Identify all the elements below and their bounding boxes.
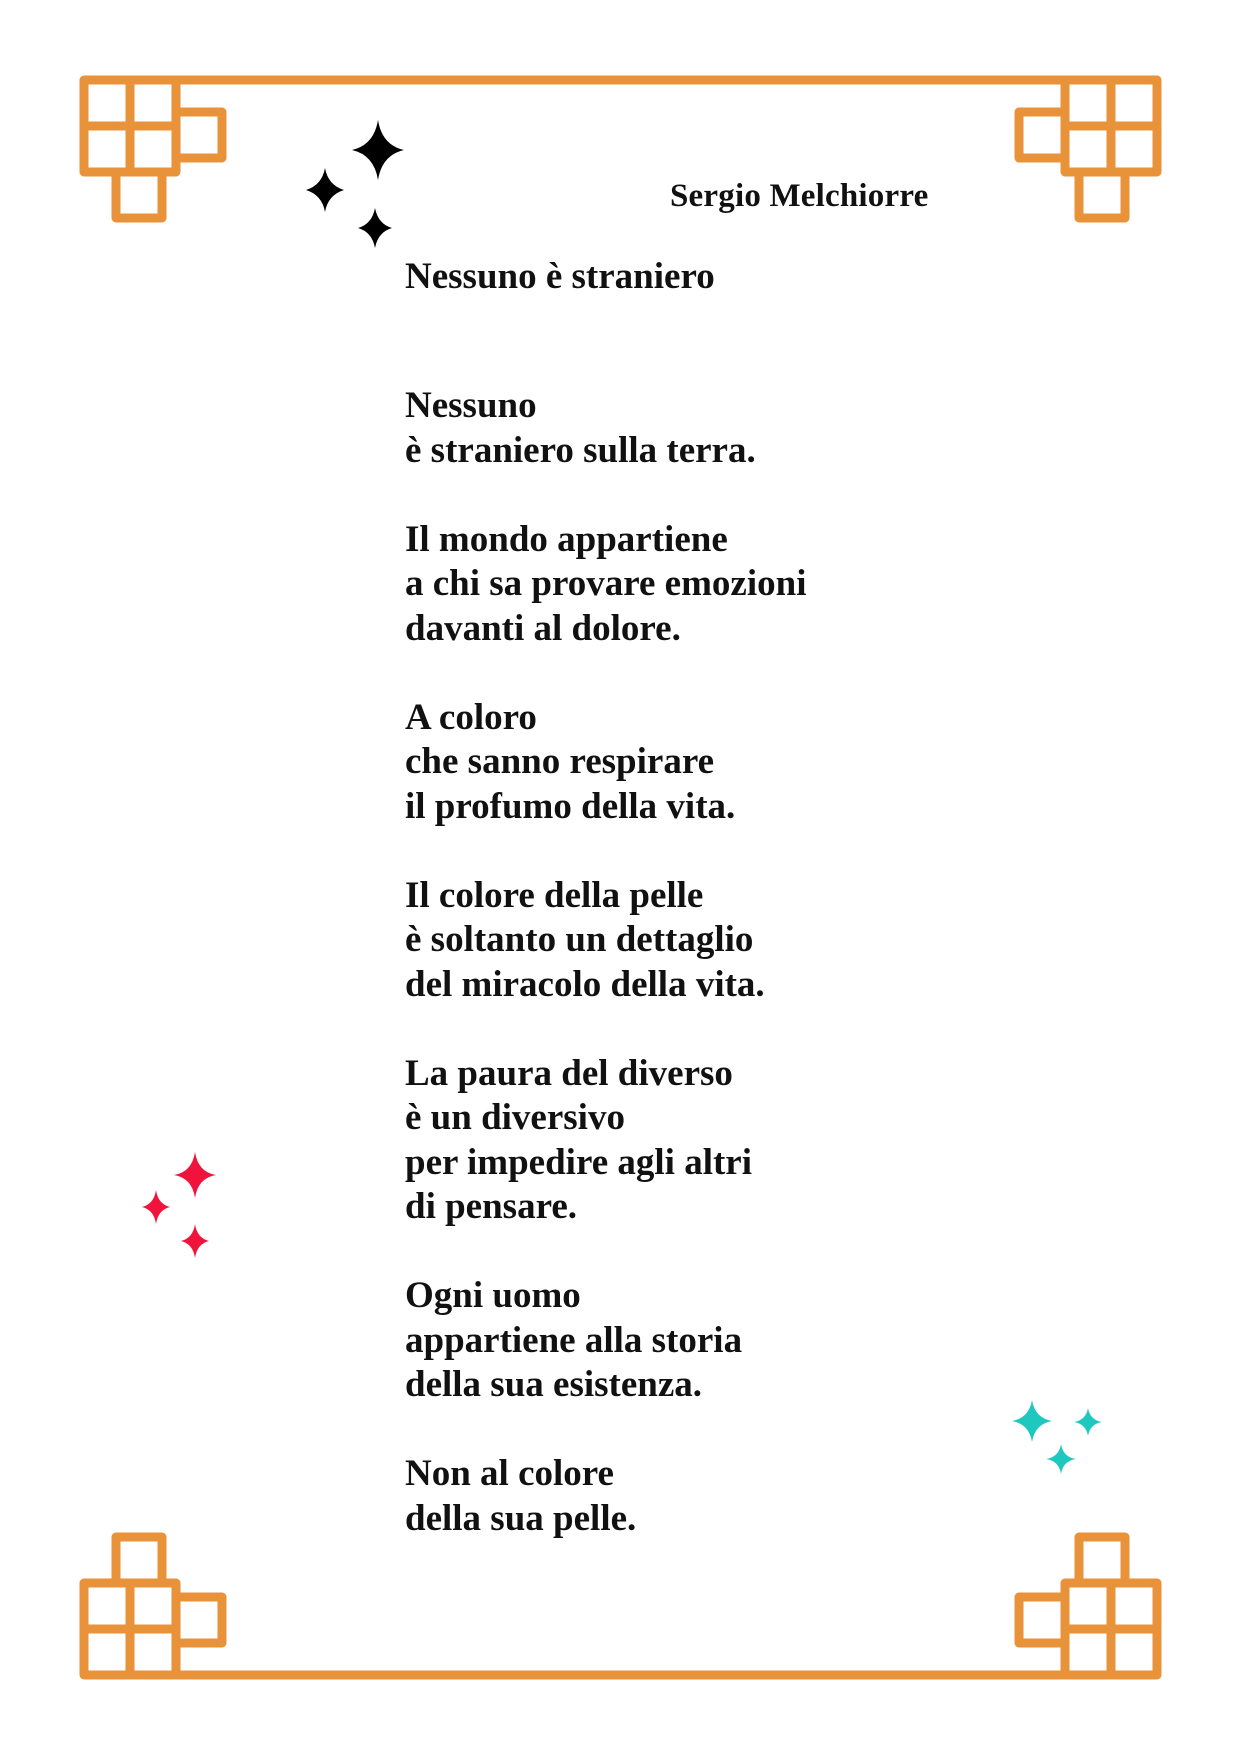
- poem-line: è un diversivo: [405, 1097, 625, 1138]
- poem-line: della sua pelle.: [405, 1497, 637, 1539]
- poem-stanza: [405, 874, 807, 1008]
- poem-title: Nessuno è straniero: [405, 256, 715, 297]
- poem-stanza: [405, 1274, 807, 1408]
- poem-line: A coloro: [405, 696, 537, 738]
- poem-line: La paura del diverso: [405, 1052, 733, 1094]
- poem-line: a chi sa provare emozioni: [405, 563, 807, 604]
- poem-line: di pensare.: [405, 1186, 578, 1227]
- poem-line: è straniero sulla terra.: [405, 429, 756, 471]
- poem-line: Non al colore: [405, 1453, 614, 1494]
- sparkles-icon: [140, 1152, 230, 1262]
- poem-line: che sanno respirare: [405, 741, 715, 782]
- poem-line: Nessuno: [405, 385, 537, 426]
- poem-line: appartiene alla storia: [405, 1319, 743, 1361]
- author-name: Sergio Melchiorre: [670, 178, 929, 214]
- poem-stanza: [405, 518, 807, 652]
- poem-stanza: [405, 1452, 807, 1541]
- poem-stanza: [405, 384, 807, 473]
- poem-line: il profumo della vita.: [405, 785, 736, 827]
- sparkles-icon: [1006, 1400, 1116, 1490]
- poem-line: per impedire agli altri: [405, 1141, 753, 1183]
- poem-line: Il colore della pelle: [405, 874, 704, 916]
- poem-body: [405, 384, 807, 1586]
- poem-line: Ogni uomo: [405, 1275, 581, 1316]
- poem-stanza: [405, 696, 807, 830]
- poem-line: della sua esistenza.: [405, 1364, 703, 1405]
- poem-line: è soltanto un dettaglio: [405, 919, 754, 960]
- poem-line: davanti al dolore.: [405, 607, 681, 649]
- poem-line: del miracolo della vita.: [405, 963, 765, 1005]
- poem-line: Il mondo appartiene: [405, 518, 728, 560]
- poem-stanza: [405, 1052, 807, 1230]
- sparkles-icon: [300, 120, 410, 250]
